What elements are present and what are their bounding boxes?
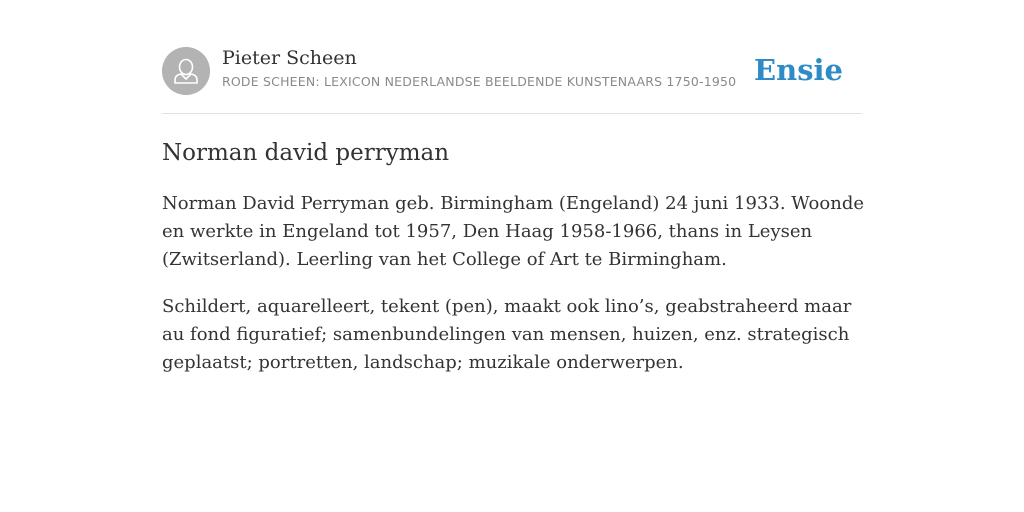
ensie-logo[interactable]: Ensie xyxy=(754,53,843,87)
page-title: Norman david perryman xyxy=(162,140,450,166)
user-icon xyxy=(162,47,210,95)
paragraph: Schildert, aquarelleert, tekent (pen), maakt ook lino’s, geabstraheerd maar au fond figuratief; samenbundelingen van mensen, huizen, enz. strategisch geplaatst; portretten, landschap; muzikale onderwerpen. xyxy=(162,296,852,373)
avatar[interactable] xyxy=(162,47,210,95)
author-header xyxy=(162,46,862,114)
paragraph: Norman David Perryman geb. Birmingham (Engeland) 24 juni 1933. Woonde en werkte in Engeland tot 1957, Den Haag 1958-1966, thans in Leysen (Zwitserland). Leerling van het College of Art te Birmingham. xyxy=(162,193,864,270)
article-body xyxy=(162,190,864,396)
source-title: RODE SCHEEN: LEXICON NEDERLANDSE BEELDENDE KUNSTENAARS 1750-1950 xyxy=(222,74,737,89)
author-name[interactable]: Pieter Scheen xyxy=(222,47,357,69)
